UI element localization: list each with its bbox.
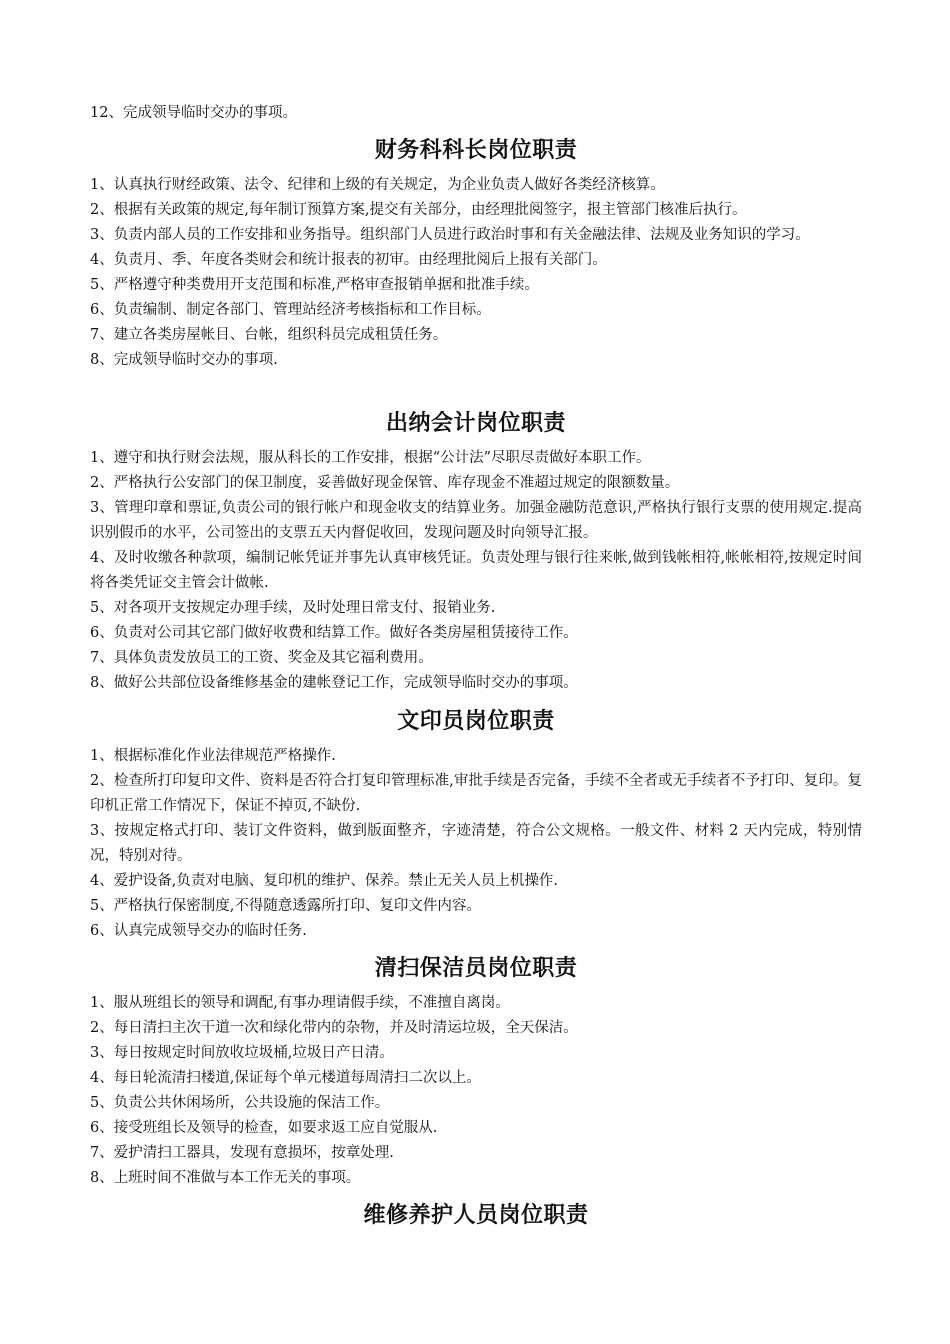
section [90, 132, 862, 373]
duty-item: 6、负责对公司其它部门做好收费和结算工作。做好各类房屋租赁接待工作。 [90, 625, 578, 641]
duty-item: 6、负责编制、制定各部门、管理站经济考核指标和工作目标。 [90, 302, 491, 318]
section-title: 清扫保洁员岗位职责 [374, 955, 578, 981]
duty-item: 5、严格遵守种类费用开支范围和标准,严格审查报销单据和批准手续。 [90, 277, 539, 293]
duty-list [90, 173, 862, 373]
duty-item: 1、遵守和执行财会法规，服从科长的工作安排，根据“公计法”尽职尽责做好本职工作。 [90, 450, 651, 466]
duty-item: 8、上班时间不准做与本工作无关的事项。 [90, 1170, 361, 1186]
duty-item: 2、每日清扫主次干道一次和绿化带内的杂物，并及时清运垃圾，全天保洁。 [90, 1020, 578, 1036]
duty-item: 4、及时收缴各种款项，编制记帐凭证并事先认真审核凭证。负责处理与银行往来帐,做到钱帐相符,帐帐相符,按规定时间将各类凭证交主管会计做帐. [90, 550, 862, 591]
duty-item: 1、根据标准化作业法律规范严格操作. [90, 748, 336, 764]
duty-item: 8、做好公共部位设备维修基金的建帐登记工作，完成领导临时交办的事项。 [90, 675, 578, 691]
duty-list [90, 744, 862, 944]
duty-item: 3、管理印章和票证,负责公司的银行帐户和现金收支的结算业务。加强金融防范意识,严格执行银行支票的使用规定.提高识别假币的水平，公司签出的支票五天内督促收回，发现问题及时向领导汇报。 [90, 500, 862, 541]
duty-list [90, 991, 862, 1191]
duty-item: 5、负责公共休闲场所，公共设施的保洁工作。 [90, 1095, 390, 1111]
duty-item: 8、完成领导临时交办的事项. [90, 352, 278, 368]
duty-item: 5、严格执行保密制度,不得随意透露所打印、复印文件内容。 [90, 898, 481, 914]
duty-item: 4、负责月、季、年度各类财会和统计报表的初审。由经理批阅后上报有关部门。 [90, 252, 607, 268]
section [90, 405, 862, 696]
duty-list [90, 446, 862, 696]
duty-item: 5、对各项开支按规定办理手续，及时处理日常支付、报销业务. [90, 600, 496, 616]
duty-item: 7、具体负责发放员工的工资、奖金及其它福利费用。 [90, 650, 433, 666]
duty-item: 4、爱护设备,负责对电脑、复印机的维护、保养。禁止无关人员上机操作. [90, 873, 558, 889]
intro-line: 12、完成领导临时交办的事项。 [90, 105, 297, 121]
section-title: 财务科科长岗位职责 [374, 137, 578, 163]
section-title: 维修养护人员岗位职责 [363, 1202, 589, 1228]
duty-item: 3、负责内部人员的工作安排和业务指导。组织部门人员进行政治时事和有关金融法律、法规及业务知识的学习。 [90, 227, 810, 243]
duty-item: 2、根据有关政策的规定,每年制订预算方案,提交有关部分，由经理批阅签字，报主管部门核准后执行。 [90, 202, 747, 218]
duty-item: 1、认真执行财经政策、法令、纪律和上级的有关规定，为企业负责人做好各类经济核算。 [90, 177, 665, 193]
section [90, 1197, 862, 1238]
section-title: 出纳会计岗位职责 [385, 410, 566, 436]
duty-item: 7、建立各类房屋帐目、台帐，组织科员完成租赁任务。 [90, 327, 448, 343]
duty-item: 6、认真完成领导交办的临时任务. [90, 923, 307, 939]
section [90, 950, 862, 1191]
duty-item: 2、检查所打印复印文件、资料是否符合打复印管理标准,审批手续是否完备，手续不全者或无手续者不予打印、复印。复印机正常工作情况下，保证不掉页,不缺份. [90, 773, 862, 814]
section-title: 文印员岗位职责 [397, 708, 555, 734]
duty-item: 3、每日按规定时间放收垃圾桶,垃圾日产日清。 [90, 1045, 394, 1061]
duty-item: 6、接受班组长及领导的检查，如要求返工应自觉服从. [90, 1120, 438, 1136]
section [90, 703, 862, 944]
duty-item: 4、每日轮流清扫楼道,保证每个单元楼道每周清扫二次以上。 [90, 1070, 481, 1086]
duty-item: 1、服从班组长的领导和调配,有事办理请假手续，不准擅自离岗。 [90, 995, 510, 1011]
duty-item: 2、严格执行公安部门的保卫制度，妥善做好现金保管、库存现金不准超过规定的限额数量。 [90, 475, 680, 491]
duty-item: 3、按规定格式打印、装订文件资料，做到版面整齐，字迹清楚，符合公文规格。一般文件、材料 2 天内完成，特别情况，特别对待。 [90, 823, 862, 864]
duty-item: 7、爱护清扫工器具，发现有意损坏，按章处理. [90, 1145, 394, 1161]
